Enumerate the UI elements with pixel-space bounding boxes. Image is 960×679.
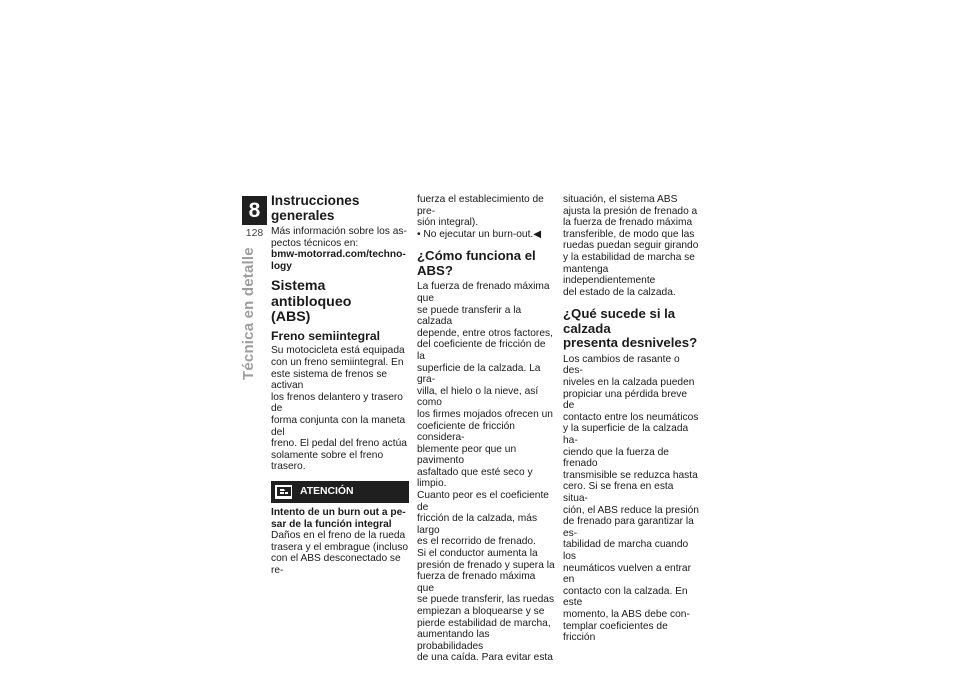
instructions-text: Más información sobre los as- pectos técnicos en: (271, 226, 407, 249)
how-abs-text-1: La fuerza de frenado máxima que se puede transferir a la calzada depende, entre otros factores, del coeficiente de fricción de la superficie de la calzada. La gra- villa, el hielo o la nieve, así como los firmes mojados ofrecen un coeficiente de fricción considera- blemente peor que un pavimento asfaltado que esté seco y limpio. Cuanto peor es el coeficiente de fricción de la calzada, más largo es el recorrido de frenado. (417, 281, 553, 548)
column-3 (563, 194, 701, 644)
attention-label: ATENCIÓN (300, 486, 354, 498)
warning-text: Daños en el freno de la rueda trasera y el embrague (incluso con el ABS desconectado se re- (271, 530, 409, 576)
column-2 (417, 194, 555, 664)
chapter-tab (242, 196, 267, 239)
heading-general-instructions: Instrucciones generales (271, 193, 360, 223)
chapter-number: 8 (242, 196, 267, 225)
warning-title: Intento de un burn out a pe- sar de la función integral (271, 506, 406, 530)
heading-semi-integral-brake: Freno semiintegral (271, 328, 381, 343)
attention-banner (271, 481, 409, 503)
column-1 (271, 194, 409, 576)
heading-how-abs-works: ¿Cómo funciona el ABS? (417, 248, 536, 278)
warning-icon (275, 485, 292, 499)
heading-uneven-road: ¿Qué sucede si la calzada presenta desniveles? (563, 306, 698, 351)
burnout-bullet: • No ejecutar un burn-out.◀ (417, 228, 542, 240)
semi-integral-text: Su motocicleta está equipada con un freno semiintegral. En este sistema de frenos se activan los frenos delantero y trasero de forma conjunta con la maneta del freno. El pedal del freno actúa solamente sobre el freno trasero. (271, 345, 407, 473)
warning-continued: fuerza el establecimiento de pre- sión integral). (417, 194, 544, 229)
website-link[interactable]: bmw-motorrad.com/techno- logy (271, 249, 406, 272)
chapter-title: Técnica en detalle (240, 247, 257, 380)
uneven-road-text: Los cambios de rasante o des- niveles en la calzada pueden propiciar una pérdida breve de contacto entre los neumáticos y la superficie de la calzada ha- ciendo que la fuerza de frenado transmisible se reduzca hasta cero. Si se frena en esta situa- ción, el ABS reduce la presión de frenado para garantizar la es- tabilidad de marcha cuando los neumáticos vuelven a entrar en contacto con la calzada. En este momento, la ABS debe con- templar coeficientes de fricción (563, 353, 699, 644)
abs-continued: situación, el sistema ABS ajusta la presión de frenado a la fuerza de frenado máxima transferible, de modo que las ruedas puedan seguir girando y la estabilidad de marcha se mantenga independientemente del estado de la calzada. (563, 194, 699, 298)
heading-abs: Sistema antibloqueo (ABS) (271, 278, 352, 326)
page-number: 128 (245, 227, 264, 239)
how-abs-text-2: Si el conductor aumenta la presión de frenado y supera la fuerza de frenado máxima que se puede transferir, las ruedas empiezan a bloquearse y se pierde estabilidad de marcha, aumentando las probabilidades de una caída. Para evitar esta (417, 548, 555, 664)
